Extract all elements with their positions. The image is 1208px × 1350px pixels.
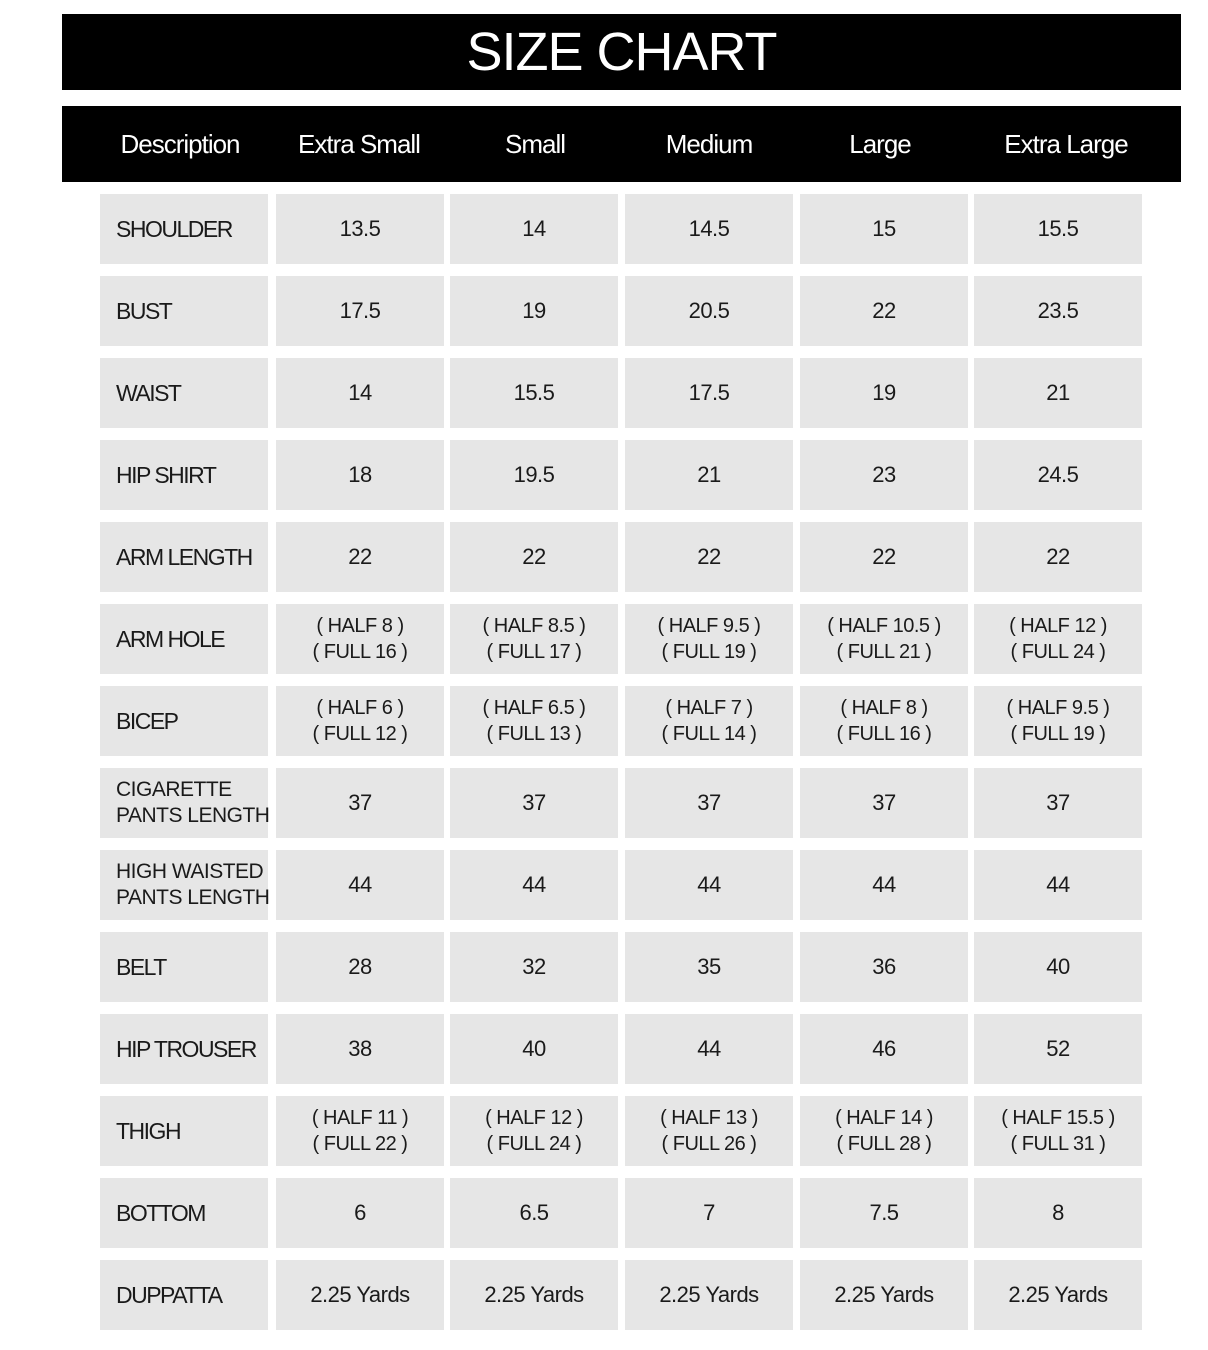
cell-line: ( HALF 9.5 ) [657,615,761,637]
cell-line: ( HALF 12 ) [485,1107,583,1129]
cell-line: ( FULL 19 ) [1010,723,1106,745]
size-value-cell: 40 [450,1014,618,1084]
row-label [100,768,268,838]
size-value-cell: 44 [800,850,968,920]
cell-line: ( HALF 12 ) [1009,615,1107,637]
size-value-cell [800,1096,968,1166]
cell-line: ( FULL 13 ) [486,723,582,745]
size-value-cell: 44 [625,850,793,920]
size-value-cell: 2.25 Yards [800,1260,968,1330]
size-value-cell: 21 [625,440,793,510]
row-label: BUST [100,276,268,346]
cell-line: ( FULL 17 ) [486,641,582,663]
cell-line: ( FULL 14 ) [661,723,757,745]
cell-line: ( HALF 6 ) [316,697,404,719]
size-value-cell [974,604,1142,674]
cell-line: ( HALF 15.5 ) [1001,1107,1115,1129]
table-header [62,106,1181,182]
table-row [100,194,1142,264]
size-value-cell [276,604,444,674]
size-value-cell: 52 [974,1014,1142,1084]
size-value-cell: 21 [974,358,1142,428]
cell-line: ( HALF 9.5 ) [1006,697,1110,719]
cell-line: ( HALF 8.5 ) [482,615,586,637]
row-label: THIGH [100,1096,268,1166]
size-value-cell: 44 [625,1014,793,1084]
cell-line: ( FULL 22 ) [312,1133,408,1155]
size-value-cell: 37 [276,768,444,838]
title-bar [62,14,1181,90]
cell-line: ( FULL 28 ) [836,1133,932,1155]
size-value-cell: 22 [276,522,444,592]
size-value-cell: 15.5 [450,358,618,428]
size-value-cell: 14 [450,194,618,264]
size-value-cell: 18 [276,440,444,510]
size-value-cell: 17.5 [276,276,444,346]
size-value-cell [625,1096,793,1166]
column-header-2: Small [504,128,565,159]
size-value-cell: 19.5 [450,440,618,510]
size-value-cell [800,604,968,674]
column-header-5: Extra Large [1004,128,1128,159]
column-header-0: Description [120,128,240,159]
cell-line: ( FULL 16 ) [836,723,932,745]
column-header-4: Large [849,128,911,159]
size-value-cell: 35 [625,932,793,1002]
size-value-cell: 2.25 Yards [450,1260,618,1330]
table-row [100,358,1142,428]
size-value-cell: 22 [800,276,968,346]
table-row [100,440,1142,510]
table-row [100,276,1142,346]
table-row [100,1014,1142,1084]
cell-line: ( HALF 7 ) [665,697,753,719]
size-value-cell [625,604,793,674]
size-value-cell [276,686,444,756]
size-value-cell [800,686,968,756]
row-label: BOTTOM [100,1178,268,1248]
size-value-cell [625,686,793,756]
size-value-cell: 2.25 Yards [625,1260,793,1330]
size-value-cell: 15.5 [974,194,1142,264]
size-value-cell: 6 [276,1178,444,1248]
size-value-cell: 7.5 [800,1178,968,1248]
size-value-cell: 40 [974,932,1142,1002]
row-label: DUPPATTA [100,1260,268,1330]
table-row [100,522,1142,592]
row-label: HIP SHIRT [100,440,268,510]
cell-line: ( HALF 6.5 ) [482,697,586,719]
size-value-cell: 7 [625,1178,793,1248]
size-value-cell [450,1096,618,1166]
row-label: BELT [100,932,268,1002]
size-value-cell: 17.5 [625,358,793,428]
size-value-cell: 38 [276,1014,444,1084]
size-value-cell: 44 [276,850,444,920]
cell-line: ( HALF 13 ) [660,1107,758,1129]
size-value-cell: 44 [450,850,618,920]
size-value-cell: 20.5 [625,276,793,346]
size-value-cell: 22 [974,522,1142,592]
cell-line: PANTS LENGTH [116,886,270,909]
table-row [100,1178,1142,1248]
row-label: ARM LENGTH [100,522,268,592]
size-value-cell [276,1096,444,1166]
page-title: SIZE CHART [466,22,777,82]
column-header-1: Extra Small [298,128,420,159]
row-label: BICEP [100,686,268,756]
size-value-cell [974,686,1142,756]
row-label: SHOULDER [100,194,268,264]
size-value-cell: 28 [276,932,444,1002]
size-value-cell: 44 [974,850,1142,920]
cell-line: ( HALF 10.5 ) [827,615,941,637]
cell-line: HIGH WAISTED [116,860,264,883]
size-value-cell: 2.25 Yards [974,1260,1142,1330]
size-value-cell: 13.5 [276,194,444,264]
size-value-cell: 37 [450,768,618,838]
size-value-cell: 19 [800,358,968,428]
size-value-cell: 46 [800,1014,968,1084]
size-value-cell: 32 [450,932,618,1002]
cell-line: ( FULL 26 ) [661,1133,757,1155]
size-value-cell: 2.25 Yards [276,1260,444,1330]
size-value-cell: 24.5 [974,440,1142,510]
cell-line: ( HALF 8 ) [840,697,928,719]
size-value-cell: 14 [276,358,444,428]
size-value-cell [974,1096,1142,1166]
size-value-cell: 37 [974,768,1142,838]
size-value-cell: 23 [800,440,968,510]
size-value-cell: 14.5 [625,194,793,264]
size-value-cell: 23.5 [974,276,1142,346]
cell-line: ( FULL 31 ) [1010,1133,1106,1155]
cell-line: ( FULL 24 ) [486,1133,582,1155]
size-value-cell [450,604,618,674]
size-value-cell: 37 [800,768,968,838]
table-row [100,768,1142,838]
cell-line: ( FULL 24 ) [1010,641,1106,663]
size-value-cell: 15 [800,194,968,264]
size-value-cell: 22 [800,522,968,592]
table-row [100,1260,1142,1330]
cell-line: ( FULL 12 ) [312,723,408,745]
size-value-cell [450,686,618,756]
row-label: HIP TROUSER [100,1014,268,1084]
row-label [100,850,268,920]
row-label: ARM HOLE [100,604,268,674]
table-row [100,604,1142,674]
table-row [100,932,1142,1002]
size-value-cell: 22 [625,522,793,592]
cell-line: ( HALF 8 ) [316,615,404,637]
size-value-cell: 22 [450,522,618,592]
size-value-cell: 36 [800,932,968,1002]
size-value-cell: 6.5 [450,1178,618,1248]
table-row [100,850,1142,920]
table-row [100,1096,1142,1166]
cell-line: ( HALF 11 ) [311,1107,409,1129]
table-row [100,686,1142,756]
cell-line: CIGARETTE [116,778,232,801]
size-value-cell: 19 [450,276,618,346]
cell-line: ( FULL 19 ) [661,641,757,663]
row-label: WAIST [100,358,268,428]
cell-line: PANTS LENGTH [116,804,270,827]
cell-line: ( FULL 16 ) [312,641,408,663]
cell-line: ( FULL 21 ) [836,641,932,663]
size-value-cell: 37 [625,768,793,838]
cell-line: ( HALF 14 ) [835,1107,933,1129]
column-header-3: Medium [665,128,753,159]
size-value-cell: 8 [974,1178,1142,1248]
